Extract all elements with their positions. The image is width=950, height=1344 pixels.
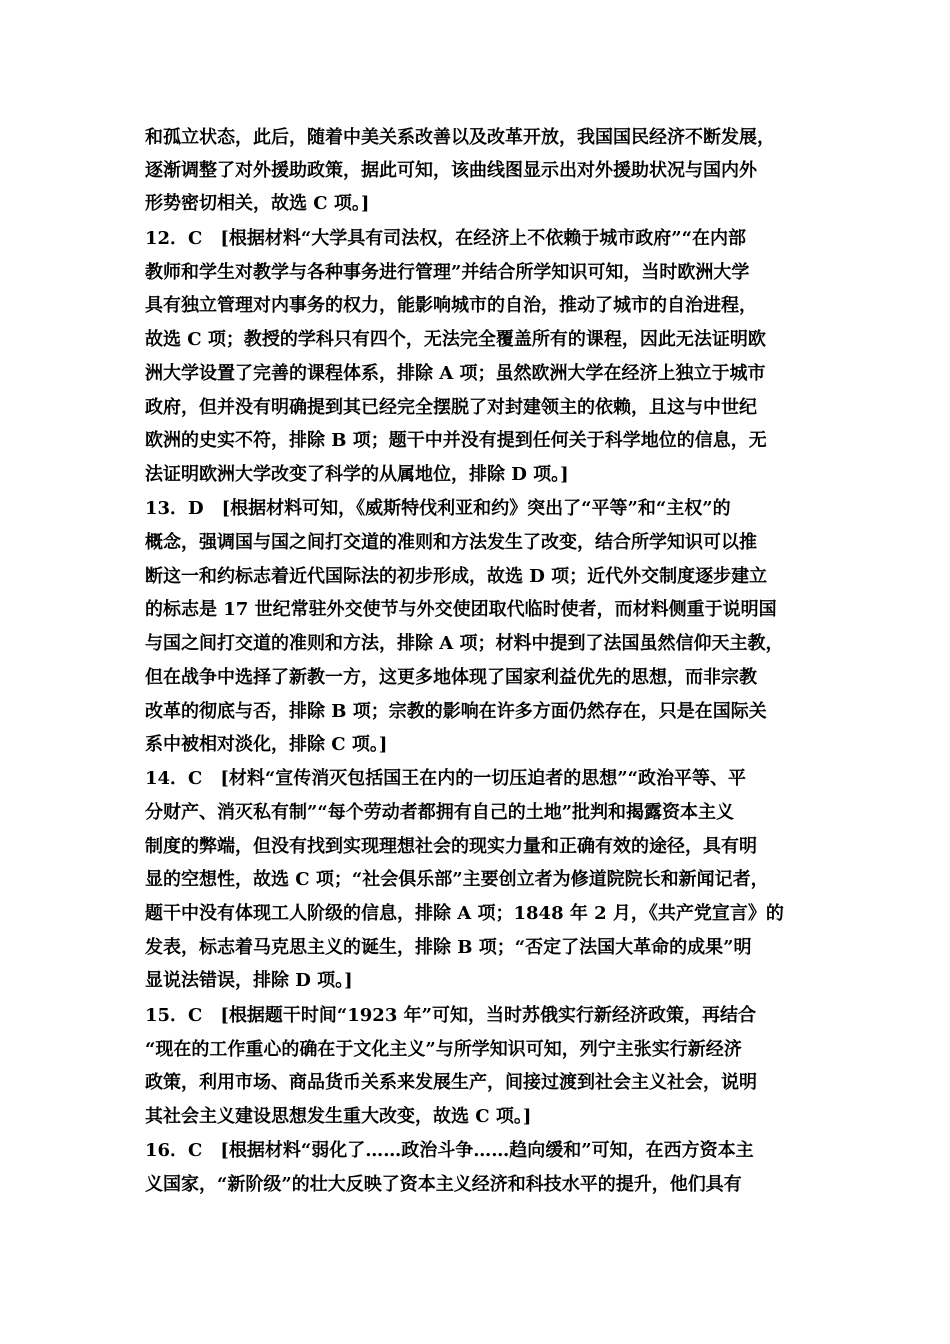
text-line: 逐渐调整了对外援助政策，据此可知，该曲线图显示出对外援助状况与国内外 xyxy=(145,160,757,181)
text-line: “现在的工作重心的确在于文化主义”与所学知识可知，列宁主张实行新经济 xyxy=(145,1039,742,1060)
text-line: 题干中没有体现工人阶级的信息，排除 A 项；1848 年 2 月，《共产党宣言》的 xyxy=(145,903,784,924)
text-line: 故选 C 项；教授的学科只有四个，无法完全覆盖所有的课程，因此无法证明欧 xyxy=(145,329,766,350)
text-line: 欧洲的史实不符，排除 B 项；题干中并没有提到任何关于科学地位的信息，无 xyxy=(145,430,767,451)
text-line: 其社会主义建设思想发生重大改变，故选 C 项。] xyxy=(145,1106,532,1127)
text-line: 的标志是 17 世纪常驻外交使节与外交使团取代临时使者，而材料侧重于说明国 xyxy=(145,599,777,620)
text-line: 系中被相对淡化，排除 C 项。] xyxy=(145,734,388,755)
text-line: 制度的弊端，但没有找到实现理想社会的现实力量和正确有效的途径，具有明 xyxy=(145,836,757,857)
text-line: 形势密切相关，故选 C 项。] xyxy=(145,193,370,214)
text-line: 概念，强调国与国之间打交道的准则和方法发生了改变，结合所学知识可以推 xyxy=(145,532,757,553)
text-line: 分财产、消灭私有制”“每个劳动者都拥有自己的土地”批判和揭露资本主义 xyxy=(145,802,735,823)
text-line: 显的空想性，故选 C 项；“社会俱乐部”主要创立者为修道院院长和新闻记者， xyxy=(145,869,769,890)
text-line: 发表，标志着马克思主义的诞生，排除 B 项；“否定了法国大革命的成果”明 xyxy=(145,937,752,958)
answer-12-line: 12．C [根据材料“大学具有司法权，在经济上不依赖于城市政府”“在内部 xyxy=(145,228,746,249)
text-line: 洲大学设置了完善的课程体系，排除 A 项；虽然欧洲大学在经济上独立于城市 xyxy=(145,363,766,384)
text-line: 断这一和约标志着近代国际法的初步形成，故选 D 项；近代外交制度逐步建立 xyxy=(145,566,768,587)
text-line: 与国之间打交道的准则和方法，排除 A 项；材料中提到了法国虽然信仰天主教， xyxy=(145,633,784,654)
text-line: 法证明欧洲大学改变了科学的从属地位，排除 D 项。] xyxy=(145,464,569,485)
text-line: 和孤立状态，此后，随着中美关系改善以及改革开放，我国国民经济不断发展， xyxy=(145,127,775,148)
answer-15-line: 15．C [根据题干时间“1923 年”可知，当时苏俄实行新经济政策，再结合 xyxy=(145,1005,756,1026)
text-line: 显说法错误，排除 D 项。] xyxy=(145,970,353,991)
text-line: 教师和学生对教学与各种事务进行管理”并结合所学知识可知，当时欧洲大学 xyxy=(145,262,750,283)
text-line: 改革的彻底与否，排除 B 项；宗教的影响在许多方面仍然存在，只是在国际关 xyxy=(145,701,767,722)
text-line: 义国家，“新阶级”的壮大反映了资本主义经济和科技水平的提升，他们具有 xyxy=(145,1174,742,1195)
answer-13-line: 13．D [根据材料可知，《威斯特伐利亚和约》突出了“平等”和“主权”的 xyxy=(145,498,731,519)
answer-14-line: 14．C [材料“宣传消灭包括国王在内的一切压迫者的思想”“政治平等、平 xyxy=(145,768,746,789)
text-line: 但在战争中选择了新教一方，这更多地体现了国家利益优先的思想，而非宗教 xyxy=(145,667,757,688)
text-line: 具有独立管理对内事务的权力，能影响城市的自治，推动了城市的自治进程， xyxy=(145,295,757,316)
text-line: 政策，利用市场、商品货币关系来发展生产，间接过渡到社会主义社会，说明 xyxy=(145,1072,757,1093)
answer-16-line: 16．C [根据材料“弱化了……政治斗争……趋向缓和”可知，在西方资本主 xyxy=(145,1140,754,1161)
text-line: 政府，但并没有明确提到其已经完全摆脱了对封建领主的依赖，且这与中世纪 xyxy=(145,397,757,418)
